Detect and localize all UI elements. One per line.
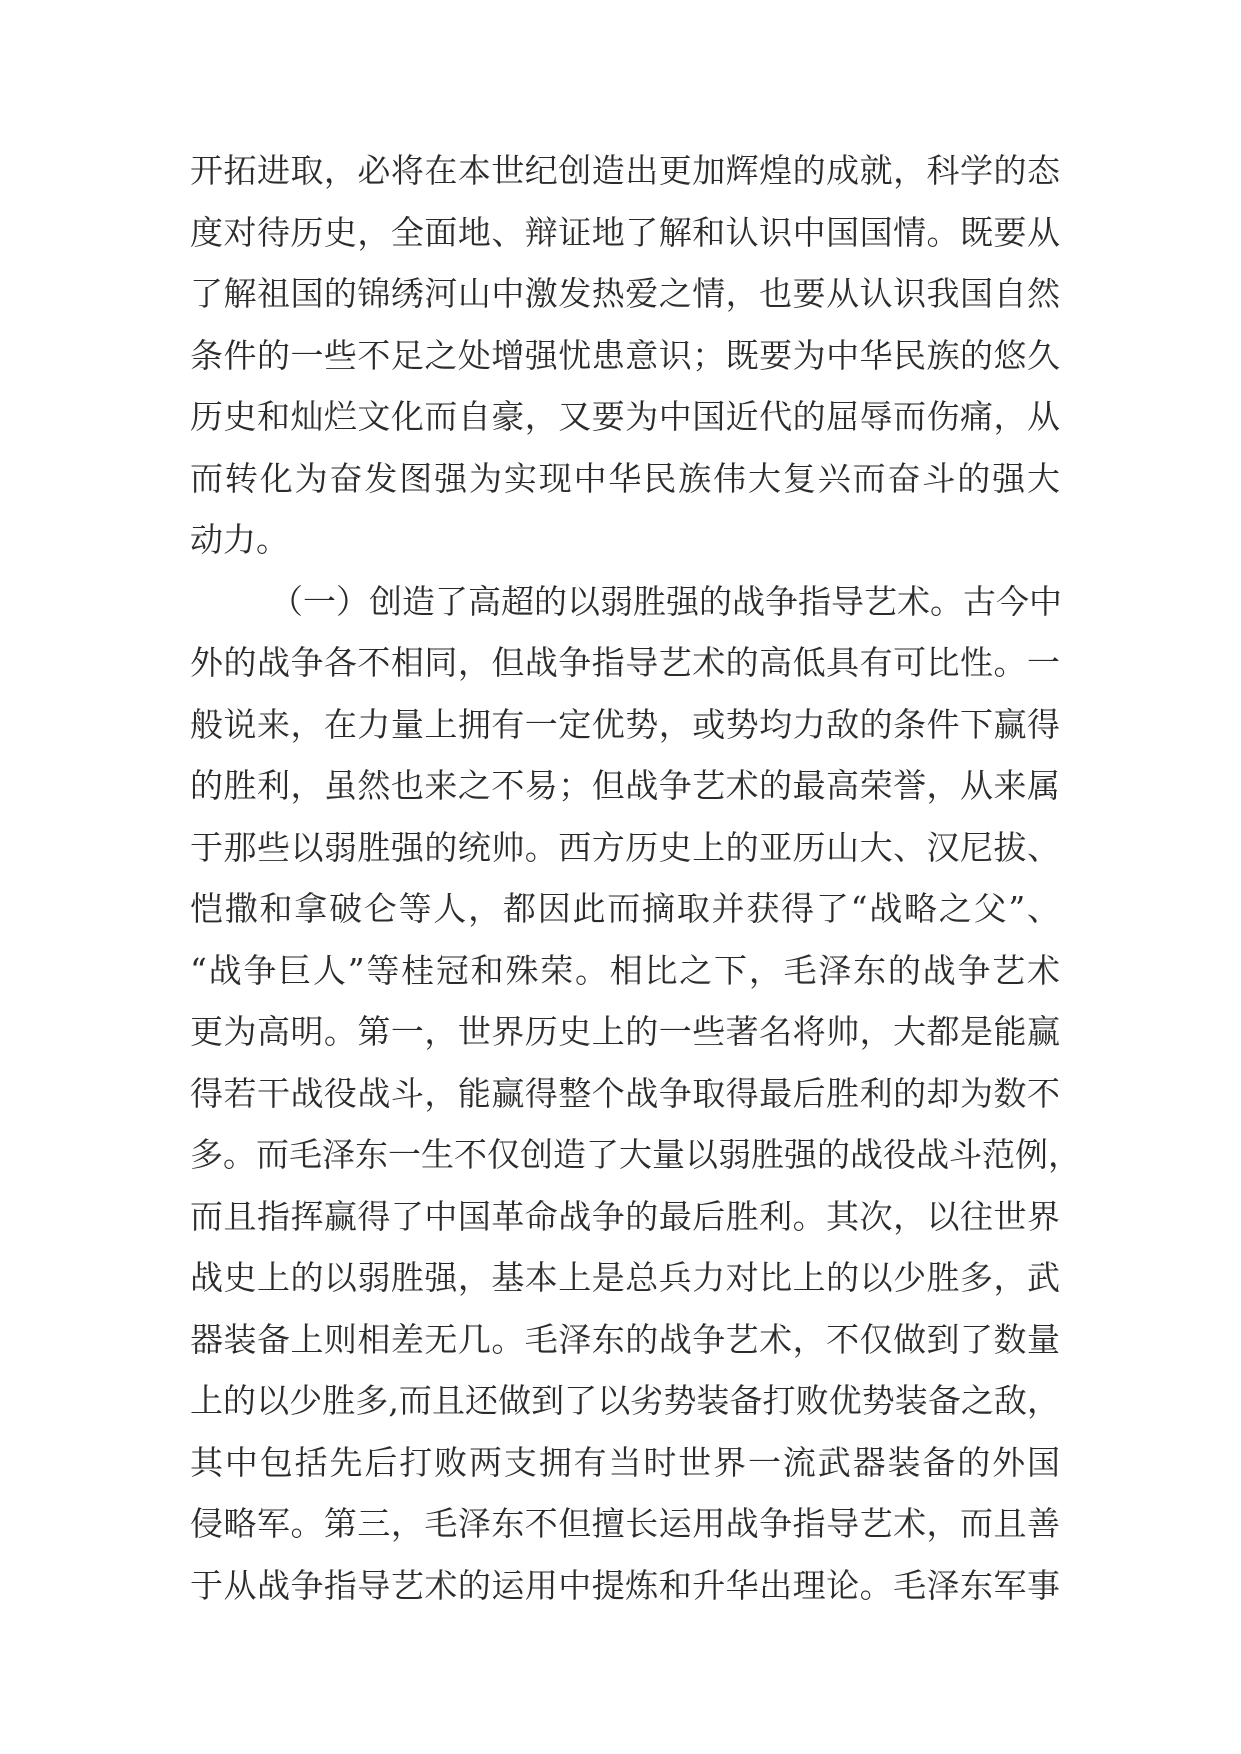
text-line: 器装备上则相差无几。毛泽东的战争艺术，不仅做到了数量 xyxy=(190,1319,1060,1359)
text-line: 般说来，在力量上拥有一定优势，或势均力敌的条件下赢得 xyxy=(190,704,1060,744)
body-text xyxy=(190,140,1081,1616)
text-line: 历史和灿烂文化而自豪，又要为中国近代的屈辱而伤痛，从 xyxy=(190,397,1060,436)
text-line: 更为高明。第一，世界历史上的一些著名将帅，大都是能赢 xyxy=(190,1012,1060,1051)
text-line: 于那些以弱胜强的统帅。西方历史上的亚历山大、汉尼拔、 xyxy=(190,827,1060,867)
text-line: 得若干战役战斗，能赢得整个战争取得最后胜利的却为数不 xyxy=(190,1073,1060,1113)
text-line: 侵略军。第三，毛泽东不但擅长运用战争指导艺术，而且善 xyxy=(190,1504,1060,1543)
text-line: 于从战争指导艺术的运用中提炼和升华出理论。毛泽东军事 xyxy=(190,1565,1060,1605)
text-line: “战争巨人”等桂冠和殊荣。相比之下，毛泽东的战争艺术 xyxy=(190,950,1060,990)
text-line: 开拓进取，必将在本世纪创造出更加辉煌的成就，科学的态 xyxy=(190,151,1060,190)
text-line: 而且指挥赢得了中国革命战争的最后胜利。其次，以往世界 xyxy=(190,1196,1060,1236)
text-line: 恺撒和拿破仑等人，都因此而摘取并获得了“战略之父”、 xyxy=(190,889,1060,928)
text-line: 的胜利，虽然也来之不易；但战争艺术的最高荣誉，从来属 xyxy=(190,766,1060,805)
text-line: 外的战争各不相同，但战争指导艺术的高低具有可比性。一 xyxy=(190,643,1060,682)
text-line: 动力。 xyxy=(190,520,289,559)
text-line: 度对待历史，全面地、辩证地了解和认识中国国情。既要从 xyxy=(190,212,1060,252)
text-line: 了解祖国的锦绣河山中激发热爱之情，也要从认识我国自然 xyxy=(190,274,1060,313)
text-line: 上的以少胜多,而且还做到了以劣势装备打败优势装备之敌， xyxy=(190,1381,1060,1420)
text-line: 其中包括先后打败两支拥有当时世界一流武器装备的外国 xyxy=(190,1442,1060,1482)
text-line: 多。而毛泽东一生不仅创造了大量以弱胜强的战役战斗范例， xyxy=(190,1135,1081,1174)
text-line: 而转化为奋发图强为实现中华民族伟大复兴而奋斗的强大 xyxy=(190,458,1060,498)
section-heading-line: （一）创造了高超的以弱胜强的战争指导艺术。古今中 xyxy=(270,581,1062,621)
text-line: 战史上的以弱胜强，基本上是总兵力对比上的以少胜多，武 xyxy=(190,1258,1060,1297)
text-line: 条件的一些不足之处增强忧患意识；既要为中华民族的悠久 xyxy=(190,335,1060,375)
